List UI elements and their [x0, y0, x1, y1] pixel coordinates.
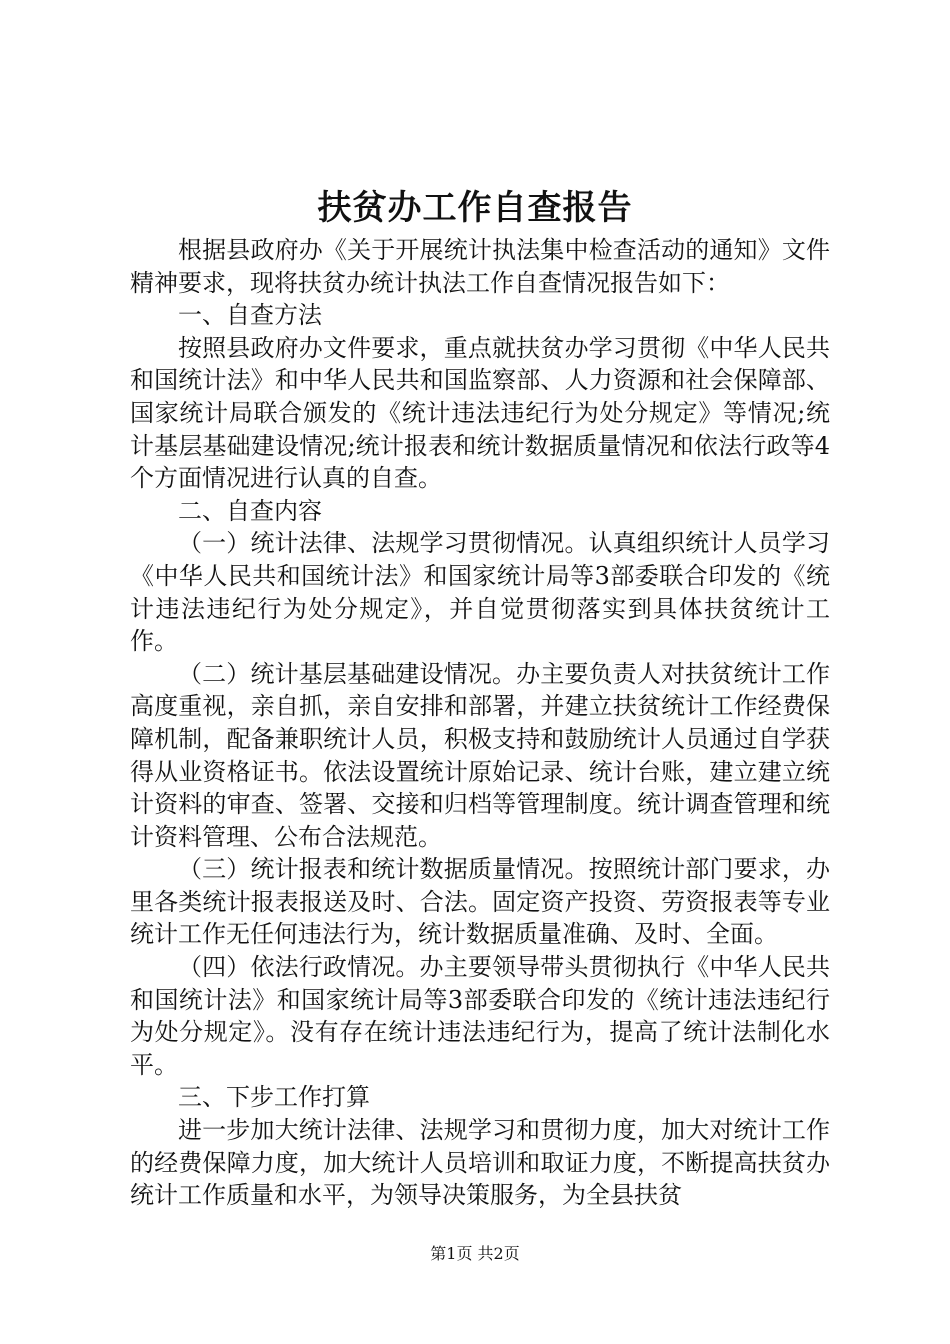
section-heading-2: 二、自查内容	[178, 496, 322, 525]
paragraph-item-1: （一）统计法律、法规学习贯彻情况。认真组织统计人员学习《中华人民共和国统计法》和国家统计局等3部委联合印发的《统计违法违纪行为处分规定》，并自觉贯彻落实到具体扶贫统计工作。	[130, 529, 830, 656]
paragraph-item-4: （四）依法行政情况。办主要领导带头贯彻执行《中华人民共和国统计法》和国家统计局等3部委联合印发的《统计违法违纪行为处分规定》。没有存在统计违法违纪行为，提高了统计法制化水平。	[130, 953, 830, 1079]
paragraph-method: 按照县政府办文件要求，重点就扶贫办学习贯彻《中华人民共和国统计法》和中华人民共和国监察部、人力资源和社会保障部、国家统计局联合颁发的《统计违法违纪行为处分规定》等情况;统计基层基础建设情况;统计报表和统计数据质量情况和依法行政等4个方面情况进行认真的自查。	[130, 333, 830, 493]
document-body	[130, 234, 830, 1212]
section-heading-3: 三、下步工作打算	[178, 1083, 370, 1112]
paragraph-item-2: （二）统计基层基础建设情况。办主要负责人对扶贫统计工作高度重视，亲自抓，亲自安排和部署，并建立扶贫统计工作经费保障机制，配备兼职统计人员，积极支持和鼓励统计人员通过自学获得从业资格证书。依法设置统计原始记录、统计台账，建立建立统计资料的审查、签署、交接和归档等管理制度。统计调查管理和统计资料管理、公布合法规范。	[130, 659, 830, 851]
paragraph-item-3: （三）统计报表和统计数据质量情况。按照统计部门要求，办里各类统计报表报送及时、合法。固定资产投资、劳资报表等专业统计工作无任何违法行为，统计数据质量准确、及时、全面。	[130, 855, 830, 949]
section-heading-1: 一、自查方法	[178, 301, 322, 330]
document-title: 扶贫办工作自查报告	[317, 188, 633, 228]
paragraph-next-steps: 进一步加大统计法律、法规学习和贯彻力度，加大对统计工作的经费保障力度，加大统计人员培训和取证力度，不断提高扶贫办统计工作质量和水平，为领导决策服务，为全县扶贫	[130, 1116, 830, 1210]
page-footer: 第1页 共2页	[430, 1244, 520, 1263]
paragraph-intro: 根据县政府办《关于开展统计执法集中检查活动的通知》文件精神要求，现将扶贫办统计执法工作自查情况报告如下：	[130, 236, 830, 297]
